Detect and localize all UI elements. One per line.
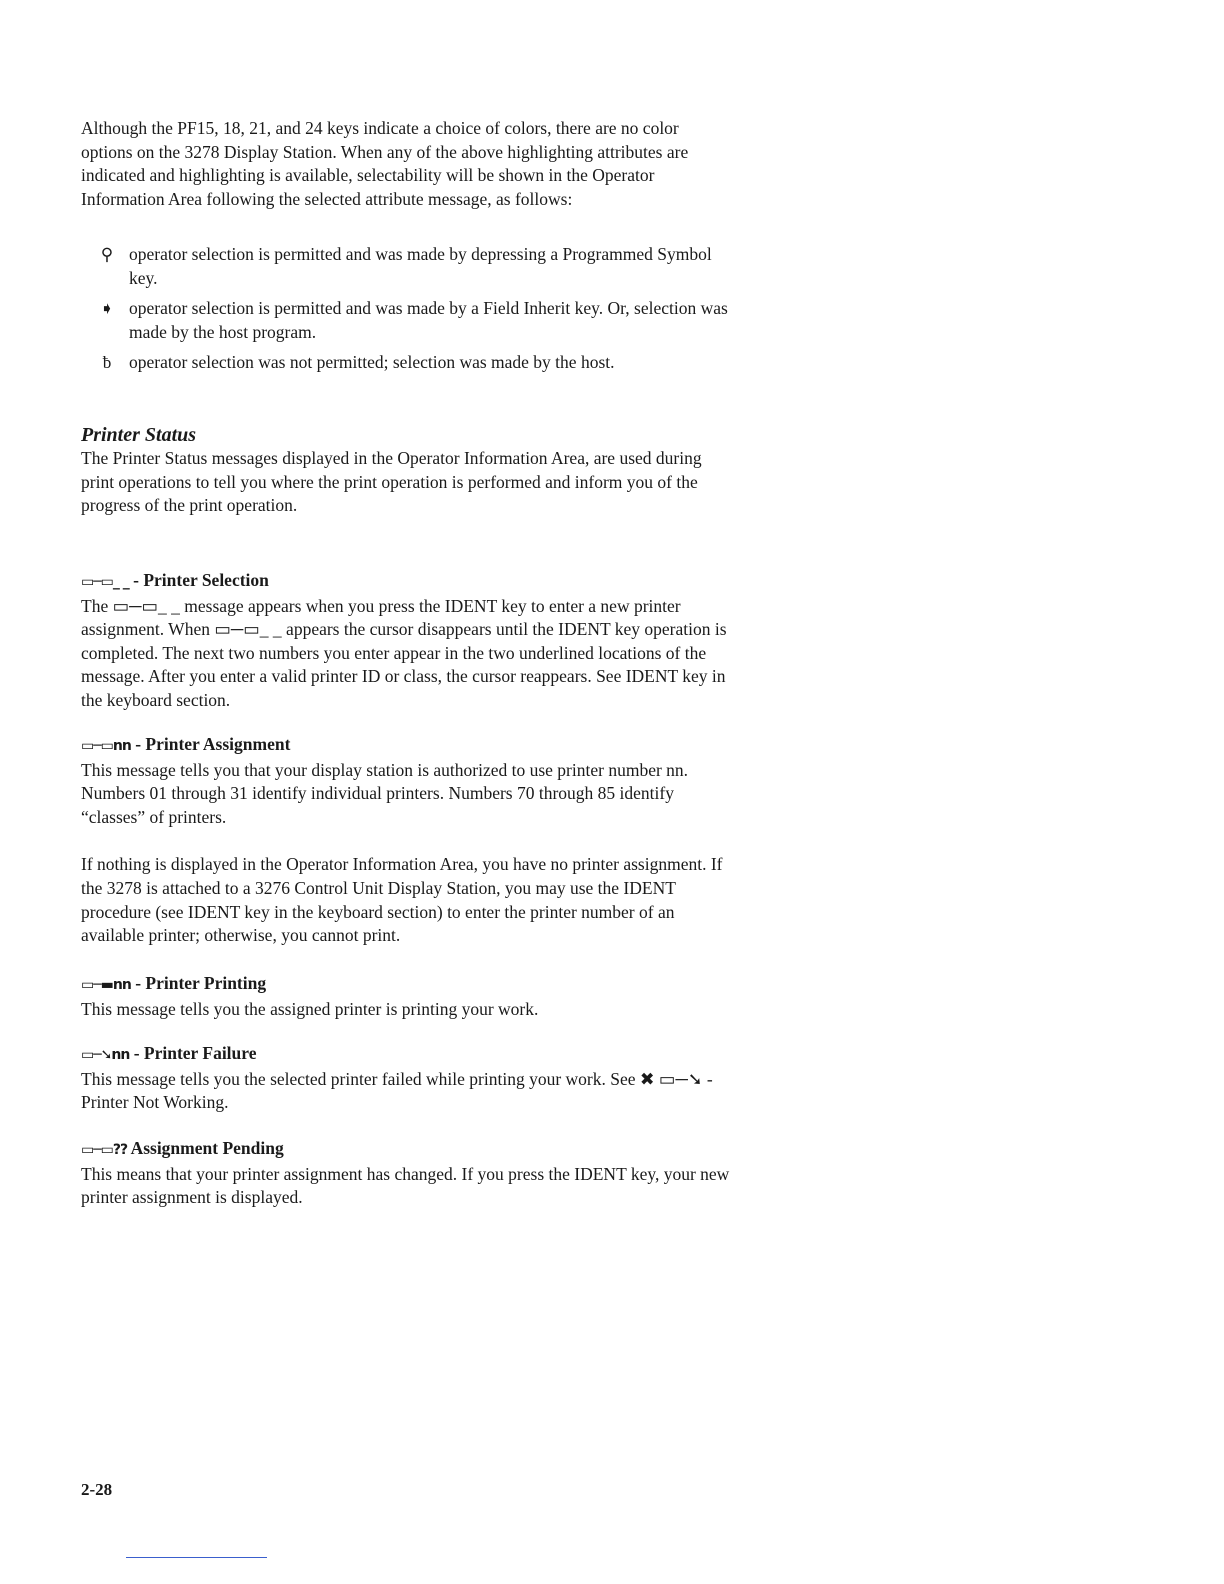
subsection-title-text: - Printer Failure	[133, 1043, 257, 1063]
footer-rule	[126, 1557, 267, 1558]
list-item-text: operator selection is permitted and was made by a Field Inherit key. Or, selection was made by the host program.	[129, 298, 728, 342]
list-item-text: operator selection was not permitted; selection was made by the host.	[129, 352, 615, 373]
printer-selection-symbol-icon: ▭─▭_ _	[81, 574, 129, 590]
field-inherit-icon: ➧	[99, 299, 115, 319]
intro-section	[81, 117, 731, 211]
subsection-title-text: Assignment Pending	[130, 1138, 284, 1158]
subsection-title	[81, 1042, 731, 1068]
printer-assignment-symbol-icon: ▭─▭nn	[81, 738, 131, 754]
subsection-paragraph: The ▭─▭_ _ message appears when you press the IDENT key to enter a new printer assignment. When ▭─▭_ _ appears the cursor disappears until the IDENT key operation is completed. The next two numbers you enter appear in the two underlined locations of the message. After you enter a valid printer ID or class, the cursor reappears. See IDENT key in the keyboard section.	[81, 595, 727, 710]
subsection-paragraph: If nothing is displayed in the Operator Information Area, you have no printer assignment. If the 3278 is attached to a 3276 Control Unit Display Station, you may use the IDENT procedure (see IDENT key in the keyboard section) to enter the printer number of an available printer; otherwise, you cannot print.	[81, 854, 723, 946]
printer-selection-section	[81, 569, 731, 713]
selectability-list	[81, 243, 731, 382]
subsection-paragraph: This means that your printer assignment has changed. If you press the IDENT key, your new printer assignment is displayed.	[81, 1163, 730, 1208]
subsection-paragraph: This message tells you the assigned printer is printing your work.	[81, 998, 539, 1019]
subsection-title-text: - Printer Printing	[135, 973, 267, 993]
subsection-title	[81, 972, 731, 998]
printer-printing-section	[81, 972, 731, 1021]
printer-failure-section	[81, 1042, 731, 1115]
intro-paragraph: Although the PF15, 18, 21, and 24 keys indicate a choice of colors, there are no color options on the 3278 Display Station. When any of the above highlighting attributes are indicated and highlighting is available, selectability will be shown in the Operator Information Area following the selected attribute message, as follows:	[81, 118, 689, 209]
page-number: 2-28	[81, 1480, 113, 1499]
host-select-icon: ƀ	[102, 353, 112, 373]
list-item	[81, 351, 731, 375]
assignment-pending-section	[81, 1137, 731, 1210]
subsection-title	[81, 1137, 731, 1163]
subsection-title-text: - Printer Assignment	[135, 734, 291, 754]
printer-assignment-section	[81, 733, 731, 948]
list-item	[81, 297, 731, 344]
subsection-title-text: - Printer Selection	[133, 570, 269, 590]
assignment-pending-symbol-icon: ▭─▭??	[81, 1142, 128, 1158]
list-item	[81, 243, 731, 290]
printer-printing-symbol-icon: ▭─▬nn	[81, 977, 131, 993]
subsection-paragraph: This message tells you the selected printer failed while printing your work. See ✖ ▭─➘ - Printer Not Working.	[81, 1068, 713, 1113]
operator-select-icon: ⚲	[100, 245, 114, 264]
subsection-title	[81, 569, 731, 595]
list-item-text: operator selection is permitted and was made by depressing a Programmed Symbol key.	[129, 244, 712, 288]
printer-status-paragraph: The Printer Status messages displayed in the Operator Information Area, are used during print operations to tell you where the print operation is performed and inform you of the progress of the print operation.	[81, 448, 702, 516]
subsection-title	[81, 733, 731, 759]
subsection-paragraph: This message tells you that your display station is authorized to use printer number nn. Numbers 01 through 31 identify individual printers. Numbers 70 through 85 identify “classes” of printers.	[81, 759, 689, 827]
printer-failure-symbol-icon: ▭─➘nn	[81, 1047, 130, 1063]
section-heading: Printer Status	[81, 424, 197, 446]
printer-status-section	[81, 423, 731, 518]
